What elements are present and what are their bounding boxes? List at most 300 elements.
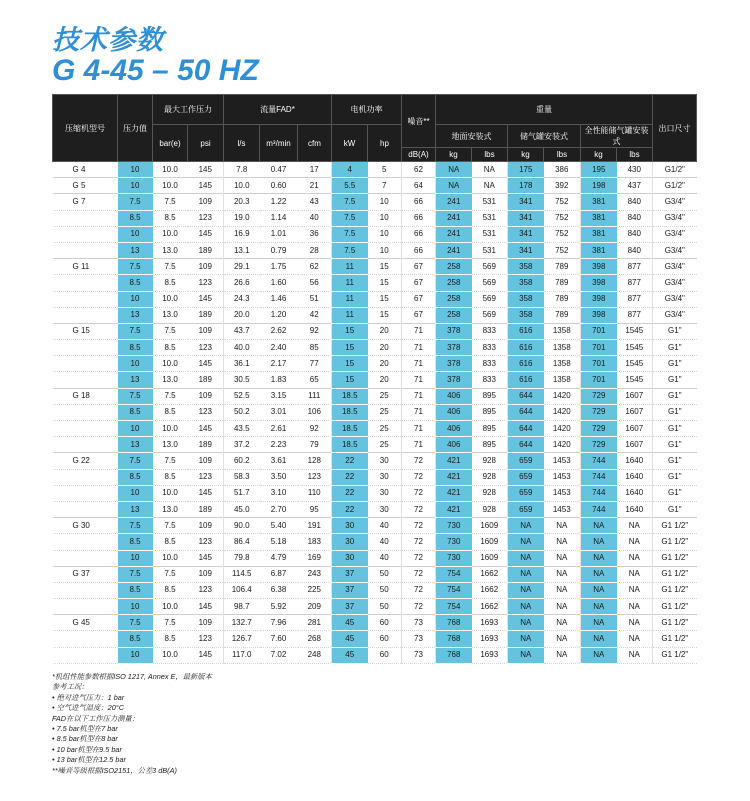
cell-ls: 58.3 [224, 469, 260, 485]
cell-kg-floor: 768 [436, 615, 472, 631]
cell-kg-tank: 358 [508, 275, 544, 291]
cell-hp: 10 [368, 210, 402, 226]
cell-pressure-value: 8.5 [118, 340, 153, 356]
cell-model [53, 226, 118, 242]
cell-kg-full: NA [581, 550, 617, 566]
cell-kw: 22 [332, 485, 368, 501]
cell-ls: 16.9 [224, 226, 260, 242]
cell-lbs-tank: 1453 [544, 469, 581, 485]
table-row [53, 210, 697, 226]
cell-ls: 13.1 [224, 242, 260, 258]
cell-lbs-tank: 752 [544, 242, 581, 258]
cell-dba: 72 [402, 550, 436, 566]
cell-cfm: 209 [298, 599, 332, 615]
cell-model: G 11 [53, 259, 118, 275]
cell-pressure-value: 7.5 [118, 259, 153, 275]
footnotes [52, 672, 212, 776]
cell-psi: 109 [188, 453, 224, 469]
cell-hp: 50 [368, 582, 402, 598]
cell-kw: 7.5 [332, 210, 368, 226]
header-unit-lbs-floor: lbs [472, 148, 508, 162]
cell-outlet: G1" [653, 372, 697, 388]
cell-model [53, 534, 118, 550]
header-pressure-value: 压力值 [118, 95, 153, 162]
cell-lbs-full: 1640 [617, 453, 653, 469]
cell-cfm: 40 [298, 210, 332, 226]
header-weight: 重量 [436, 95, 653, 125]
table-row [53, 421, 697, 437]
cell-lbs-full: 1640 [617, 501, 653, 517]
cell-hp: 10 [368, 242, 402, 258]
cell-bar: 10.0 [153, 550, 188, 566]
cell-kg-tank: 341 [508, 242, 544, 258]
cell-ls: 98.7 [224, 599, 260, 615]
cell-m3min: 7.60 [260, 631, 298, 647]
header-unit-dba: dB(A) [402, 148, 436, 162]
cell-cfm: 79 [298, 437, 332, 453]
cell-m3min: 3.15 [260, 388, 298, 404]
table-row [53, 469, 697, 485]
cell-kg-floor: 258 [436, 275, 472, 291]
cell-kg-floor: 754 [436, 582, 472, 598]
cell-kw: 11 [332, 275, 368, 291]
cell-psi: 145 [188, 485, 224, 501]
cell-m3min: 3.10 [260, 485, 298, 501]
cell-m3min: 2.70 [260, 501, 298, 517]
cell-model [53, 469, 118, 485]
cell-bar: 13.0 [153, 307, 188, 323]
cell-kg-tank: NA [508, 534, 544, 550]
cell-kg-floor: 241 [436, 210, 472, 226]
cell-kw: 45 [332, 647, 368, 663]
cell-cfm: 56 [298, 275, 332, 291]
cell-kg-floor: 768 [436, 647, 472, 663]
cell-dba: 72 [402, 534, 436, 550]
cell-kg-tank: NA [508, 582, 544, 598]
cell-model [53, 582, 118, 598]
cell-bar: 10.0 [153, 647, 188, 663]
cell-bar: 8.5 [153, 469, 188, 485]
cell-model [53, 356, 118, 372]
cell-ls: 51.7 [224, 485, 260, 501]
cell-cfm: 191 [298, 518, 332, 534]
cell-kg-floor: 258 [436, 259, 472, 275]
cell-outlet: G1" [653, 437, 697, 453]
cell-dba: 64 [402, 178, 436, 194]
cell-lbs-floor: 833 [472, 323, 508, 339]
cell-cfm: 51 [298, 291, 332, 307]
cell-lbs-floor: 531 [472, 210, 508, 226]
cell-m3min: 0.47 [260, 162, 298, 178]
header-unit-kg-tank: kg [508, 148, 544, 162]
cell-hp: 40 [368, 518, 402, 534]
cell-ls: 37.2 [224, 437, 260, 453]
cell-kw: 18.5 [332, 421, 368, 437]
cell-kg-full: 398 [581, 259, 617, 275]
cell-pressure-value: 10 [118, 647, 153, 663]
cell-hp: 40 [368, 550, 402, 566]
cell-lbs-full: 1640 [617, 469, 653, 485]
cell-bar: 7.5 [153, 453, 188, 469]
cell-dba: 66 [402, 194, 436, 210]
cell-ls: 40.0 [224, 340, 260, 356]
cell-dba: 73 [402, 615, 436, 631]
cell-bar: 8.5 [153, 275, 188, 291]
cell-lbs-floor: 895 [472, 388, 508, 404]
cell-model [53, 437, 118, 453]
cell-outlet: G3/4" [653, 226, 697, 242]
cell-lbs-floor: 569 [472, 275, 508, 291]
cell-ls: 45.0 [224, 501, 260, 517]
cell-lbs-tank: 1358 [544, 356, 581, 372]
cell-pressure-value: 8.5 [118, 582, 153, 598]
cell-psi: 109 [188, 388, 224, 404]
cell-lbs-floor: 1662 [472, 599, 508, 615]
table-row [53, 372, 697, 388]
cell-lbs-floor: 1662 [472, 566, 508, 582]
cell-hp: 30 [368, 453, 402, 469]
cell-lbs-full: NA [617, 599, 653, 615]
cell-lbs-floor: 833 [472, 372, 508, 388]
cell-model [53, 631, 118, 647]
cell-m3min: 2.23 [260, 437, 298, 453]
cell-ls: 26.6 [224, 275, 260, 291]
cell-model [53, 485, 118, 501]
cell-bar: 8.5 [153, 210, 188, 226]
cell-kg-floor: NA [436, 178, 472, 194]
cell-lbs-full: NA [617, 518, 653, 534]
cell-hp: 25 [368, 388, 402, 404]
cell-m3min: 1.75 [260, 259, 298, 275]
cell-kg-full: 381 [581, 194, 617, 210]
cell-m3min: 6.87 [260, 566, 298, 582]
cell-lbs-floor: 1609 [472, 550, 508, 566]
cell-dba: 66 [402, 210, 436, 226]
footnote-line: • 13 bar机型在12.5 bar [52, 755, 126, 765]
spec-table [52, 94, 697, 664]
cell-outlet: G1 1/2" [653, 599, 697, 615]
cell-outlet: G1 1/2" [653, 631, 697, 647]
cell-dba: 66 [402, 226, 436, 242]
cell-kg-tank: 341 [508, 226, 544, 242]
cell-cfm: 128 [298, 453, 332, 469]
cell-kg-tank: 175 [508, 162, 544, 178]
cell-pressure-value: 8.5 [118, 275, 153, 291]
cell-cfm: 268 [298, 631, 332, 647]
cell-kg-full: NA [581, 615, 617, 631]
cell-kg-floor: 406 [436, 388, 472, 404]
cell-model [53, 647, 118, 663]
cell-kg-tank: 341 [508, 194, 544, 210]
cell-m3min: 5.92 [260, 599, 298, 615]
table-row [53, 275, 697, 291]
cell-bar: 10.0 [153, 178, 188, 194]
cell-outlet: G1" [653, 453, 697, 469]
cell-lbs-full: NA [617, 631, 653, 647]
cell-psi: 123 [188, 631, 224, 647]
cell-lbs-full: 877 [617, 275, 653, 291]
cell-kg-floor: 241 [436, 242, 472, 258]
cell-kg-full: NA [581, 599, 617, 615]
cell-lbs-tank: 386 [544, 162, 581, 178]
table-row [53, 162, 697, 178]
cell-kw: 37 [332, 582, 368, 598]
cell-kw: 4 [332, 162, 368, 178]
cell-model: G 30 [53, 518, 118, 534]
cell-model [53, 372, 118, 388]
cell-m3min: 1.14 [260, 210, 298, 226]
table-row [53, 194, 697, 210]
cell-bar: 10.0 [153, 599, 188, 615]
header-unit-bar: bar(e) [153, 125, 188, 162]
cell-hp: 40 [368, 534, 402, 550]
cell-hp: 7 [368, 178, 402, 194]
cell-hp: 15 [368, 275, 402, 291]
cell-kg-full: 729 [581, 437, 617, 453]
cell-lbs-full: 1607 [617, 404, 653, 420]
cell-ls: 19.0 [224, 210, 260, 226]
cell-hp: 15 [368, 259, 402, 275]
cell-bar: 7.5 [153, 323, 188, 339]
cell-cfm: 62 [298, 259, 332, 275]
cell-lbs-floor: 895 [472, 437, 508, 453]
cell-ls: 106.4 [224, 582, 260, 598]
cell-kg-full: 729 [581, 388, 617, 404]
cell-bar: 7.5 [153, 566, 188, 582]
cell-cfm: 92 [298, 421, 332, 437]
cell-kw: 18.5 [332, 404, 368, 420]
cell-ls: 20.0 [224, 307, 260, 323]
cell-cfm: 106 [298, 404, 332, 420]
cell-kg-full: 398 [581, 307, 617, 323]
header-fad: 流量FAD* [224, 95, 332, 125]
cell-lbs-full: NA [617, 566, 653, 582]
cell-kg-floor: 241 [436, 194, 472, 210]
cell-psi: 189 [188, 437, 224, 453]
cell-outlet: G1" [653, 340, 697, 356]
cell-kw: 37 [332, 566, 368, 582]
cell-lbs-tank: 1358 [544, 340, 581, 356]
cell-m3min: 2.40 [260, 340, 298, 356]
cell-pressure-value: 7.5 [118, 388, 153, 404]
cell-ls: 24.3 [224, 291, 260, 307]
cell-kg-tank: 358 [508, 259, 544, 275]
cell-kg-full: 398 [581, 275, 617, 291]
cell-psi: 123 [188, 340, 224, 356]
cell-bar: 8.5 [153, 534, 188, 550]
cell-psi: 109 [188, 566, 224, 582]
cell-lbs-tank: NA [544, 534, 581, 550]
cell-kg-floor: 258 [436, 291, 472, 307]
cell-lbs-tank: 392 [544, 178, 581, 194]
cell-hp: 20 [368, 356, 402, 372]
cell-hp: 15 [368, 307, 402, 323]
cell-hp: 60 [368, 631, 402, 647]
cell-pressure-value: 10 [118, 599, 153, 615]
cell-lbs-tank: NA [544, 550, 581, 566]
cell-hp: 25 [368, 404, 402, 420]
cell-lbs-floor: 569 [472, 307, 508, 323]
cell-outlet: G1 1/2" [653, 615, 697, 631]
cell-kw: 22 [332, 469, 368, 485]
cell-kw: 11 [332, 307, 368, 323]
header-unit-ls: l/s [224, 125, 260, 162]
table-row [53, 242, 697, 258]
cell-model [53, 242, 118, 258]
cell-model: G 45 [53, 615, 118, 631]
cell-lbs-floor: 569 [472, 259, 508, 275]
cell-hp: 60 [368, 615, 402, 631]
cell-model: G 7 [53, 194, 118, 210]
cell-kg-tank: 616 [508, 340, 544, 356]
table-row [53, 582, 697, 598]
cell-kg-floor: 730 [436, 534, 472, 550]
cell-m3min: 6.38 [260, 582, 298, 598]
header-max-pressure: 最大工作压力 [153, 95, 224, 125]
cell-hp: 30 [368, 469, 402, 485]
cell-lbs-tank: 789 [544, 307, 581, 323]
cell-outlet: G3/4" [653, 259, 697, 275]
cell-kg-tank: 644 [508, 404, 544, 420]
cell-kg-tank: NA [508, 550, 544, 566]
cell-kg-tank: 358 [508, 307, 544, 323]
cell-model [53, 599, 118, 615]
cell-kg-floor: 768 [436, 631, 472, 647]
cell-dba: 66 [402, 242, 436, 258]
cell-m3min: 3.50 [260, 469, 298, 485]
table-row [53, 226, 697, 242]
cell-outlet: G1" [653, 323, 697, 339]
cell-dba: 72 [402, 469, 436, 485]
cell-bar: 8.5 [153, 404, 188, 420]
cell-lbs-full: 1545 [617, 340, 653, 356]
header-unit-hp: hp [368, 125, 402, 162]
cell-cfm: 248 [298, 647, 332, 663]
cell-lbs-full: 1607 [617, 421, 653, 437]
cell-lbs-floor: 1693 [472, 615, 508, 631]
cell-ls: 43.5 [224, 421, 260, 437]
cell-outlet: G1" [653, 485, 697, 501]
cell-lbs-floor: 895 [472, 404, 508, 420]
header-motor-power: 电机功率 [332, 95, 402, 125]
cell-hp: 30 [368, 485, 402, 501]
cell-dba: 67 [402, 275, 436, 291]
cell-lbs-tank: NA [544, 631, 581, 647]
cell-kg-floor: 754 [436, 566, 472, 582]
cell-m3min: 0.79 [260, 242, 298, 258]
cell-cfm: 36 [298, 226, 332, 242]
cell-ls: 36.1 [224, 356, 260, 372]
cell-outlet: G1 1/2" [653, 534, 697, 550]
cell-bar: 7.5 [153, 259, 188, 275]
cell-kg-floor: 378 [436, 323, 472, 339]
table-row [53, 259, 697, 275]
cell-lbs-full: 430 [617, 162, 653, 178]
cell-model: G 37 [53, 566, 118, 582]
cell-pressure-value: 13 [118, 372, 153, 388]
header-unit-lbs-tank: lbs [544, 148, 581, 162]
cell-pressure-value: 13 [118, 501, 153, 517]
cell-outlet: G1 1/2" [653, 550, 697, 566]
table-row [53, 291, 697, 307]
cell-lbs-tank: 1420 [544, 421, 581, 437]
cell-ls: 52.5 [224, 388, 260, 404]
cell-ls: 10.0 [224, 178, 260, 194]
cell-lbs-tank: NA [544, 518, 581, 534]
cell-outlet: G3/4" [653, 194, 697, 210]
cell-kg-full: NA [581, 518, 617, 534]
cell-pressure-value: 8.5 [118, 210, 153, 226]
cell-bar: 7.5 [153, 518, 188, 534]
table-row [53, 178, 697, 194]
cell-cfm: 111 [298, 388, 332, 404]
cell-kw: 45 [332, 631, 368, 647]
cell-pressure-value: 7.5 [118, 566, 153, 582]
cell-dba: 71 [402, 404, 436, 420]
cell-m3min: 0.60 [260, 178, 298, 194]
cell-psi: 123 [188, 210, 224, 226]
cell-kg-full: 744 [581, 453, 617, 469]
cell-bar: 13.0 [153, 242, 188, 258]
cell-dba: 67 [402, 291, 436, 307]
header-tank-mount: 储气罐安装式 [508, 125, 581, 148]
cell-bar: 7.5 [153, 388, 188, 404]
cell-hp: 50 [368, 599, 402, 615]
cell-hp: 10 [368, 194, 402, 210]
cell-kg-full: 381 [581, 226, 617, 242]
cell-dba: 72 [402, 453, 436, 469]
table-row [53, 501, 697, 517]
cell-m3min: 1.01 [260, 226, 298, 242]
cell-pressure-value: 10 [118, 291, 153, 307]
cell-kg-full: 744 [581, 469, 617, 485]
cell-ls: 117.0 [224, 647, 260, 663]
cell-lbs-floor: 928 [472, 453, 508, 469]
cell-dba: 72 [402, 599, 436, 615]
cell-kg-floor: 406 [436, 404, 472, 420]
cell-lbs-full: NA [617, 534, 653, 550]
table-row [53, 615, 697, 631]
cell-cfm: 243 [298, 566, 332, 582]
cell-outlet: G1 1/2" [653, 582, 697, 598]
cell-pressure-value: 10 [118, 162, 153, 178]
cell-model [53, 421, 118, 437]
cell-kw: 37 [332, 599, 368, 615]
cell-hp: 25 [368, 437, 402, 453]
cell-psi: 145 [188, 226, 224, 242]
cell-cfm: 110 [298, 485, 332, 501]
cell-psi: 189 [188, 501, 224, 517]
cell-kg-full: 729 [581, 404, 617, 420]
cell-model [53, 275, 118, 291]
cell-psi: 189 [188, 372, 224, 388]
table-row [53, 388, 697, 404]
cell-kg-full: NA [581, 582, 617, 598]
cell-lbs-floor: 833 [472, 340, 508, 356]
cell-kg-tank: 659 [508, 501, 544, 517]
table-row [53, 518, 697, 534]
cell-kw: 18.5 [332, 388, 368, 404]
cell-pressure-value: 10 [118, 226, 153, 242]
page-title: 技术参数 [52, 25, 164, 55]
cell-lbs-floor: 1693 [472, 631, 508, 647]
footnote-line: • 空气进气温度：20°C [52, 703, 124, 713]
cell-ls: 20.3 [224, 194, 260, 210]
cell-lbs-full: 1545 [617, 323, 653, 339]
cell-psi: 123 [188, 582, 224, 598]
cell-lbs-full: 1607 [617, 388, 653, 404]
cell-pressure-value: 7.5 [118, 194, 153, 210]
